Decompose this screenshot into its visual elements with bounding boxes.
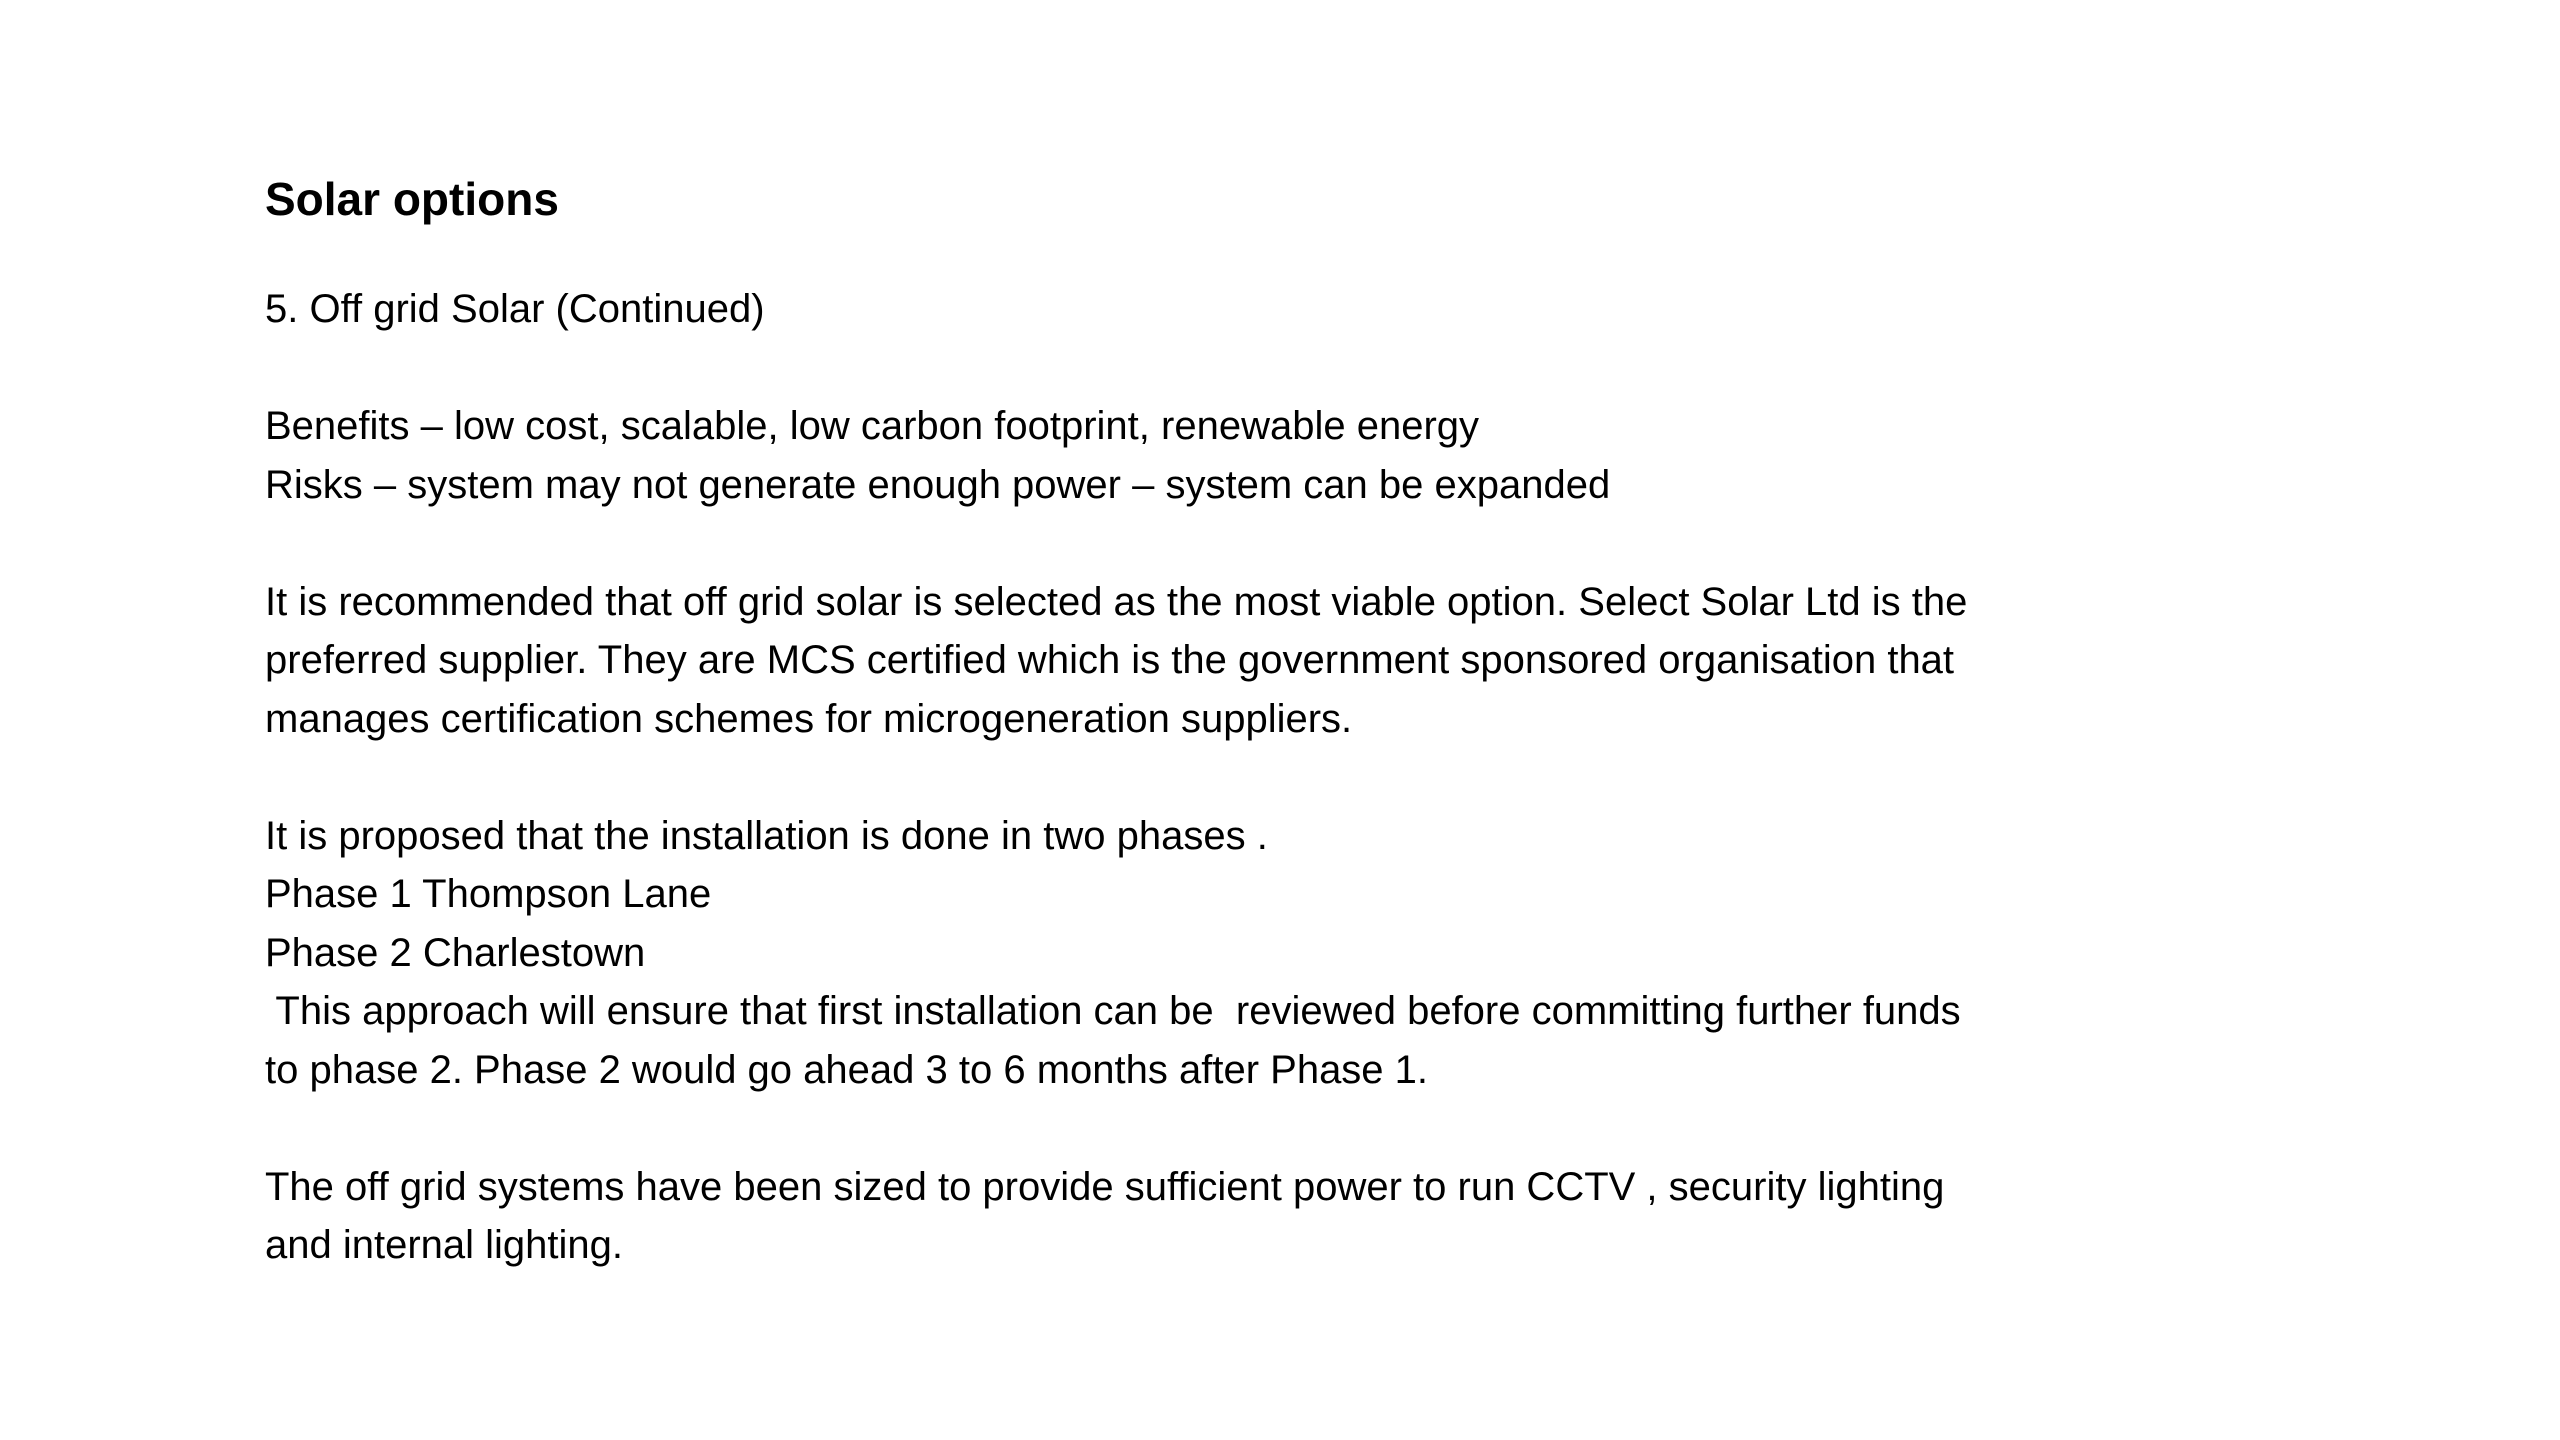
spacer	[265, 514, 2325, 573]
spacer	[265, 339, 2325, 398]
spacer	[265, 1099, 2325, 1158]
phases-line: to phase 2. Phase 2 would go ahead 3 to 6 months after Phase 1.	[265, 1047, 1429, 1092]
risks-line: Risks – system may not generate enough power – system can be expanded	[265, 462, 1611, 507]
benefits-line: Benefits – low cost, scalable, low carbon footprint, renewable energy	[265, 404, 1480, 448]
recommendation-line: It is recommended that off grid solar is selected as the most viable option. Select Solar Ltd is the	[265, 579, 1968, 624]
slide-title: Solar options	[265, 173, 559, 225]
section-heading: 5. Off grid Solar (Continued)	[265, 287, 765, 331]
recommendation-line: preferred supplier. They are MCS certified which is the government sponsored organisation that	[265, 638, 1955, 682]
spacer	[265, 238, 2325, 280]
phases-line: It is proposed that the installation is done in two phases .	[265, 813, 1268, 858]
phase-2-line: Phase 2 Charlestown	[265, 930, 646, 975]
sizing-line: and internal lighting.	[265, 1223, 624, 1267]
slide-body	[265, 160, 2325, 1275]
recommendation-line: manages certification schemes for microgeneration suppliers.	[265, 696, 1353, 741]
spacer	[265, 748, 2325, 807]
phase-1-line: Phase 1 Thompson Lane	[265, 872, 712, 916]
phases-line: This approach will ensure that first installation can be reviewed before committing further funds	[265, 989, 1961, 1033]
sizing-line: The off grid systems have been sized to provide sufficient power to run CCTV , security lighting	[265, 1164, 1945, 1209]
